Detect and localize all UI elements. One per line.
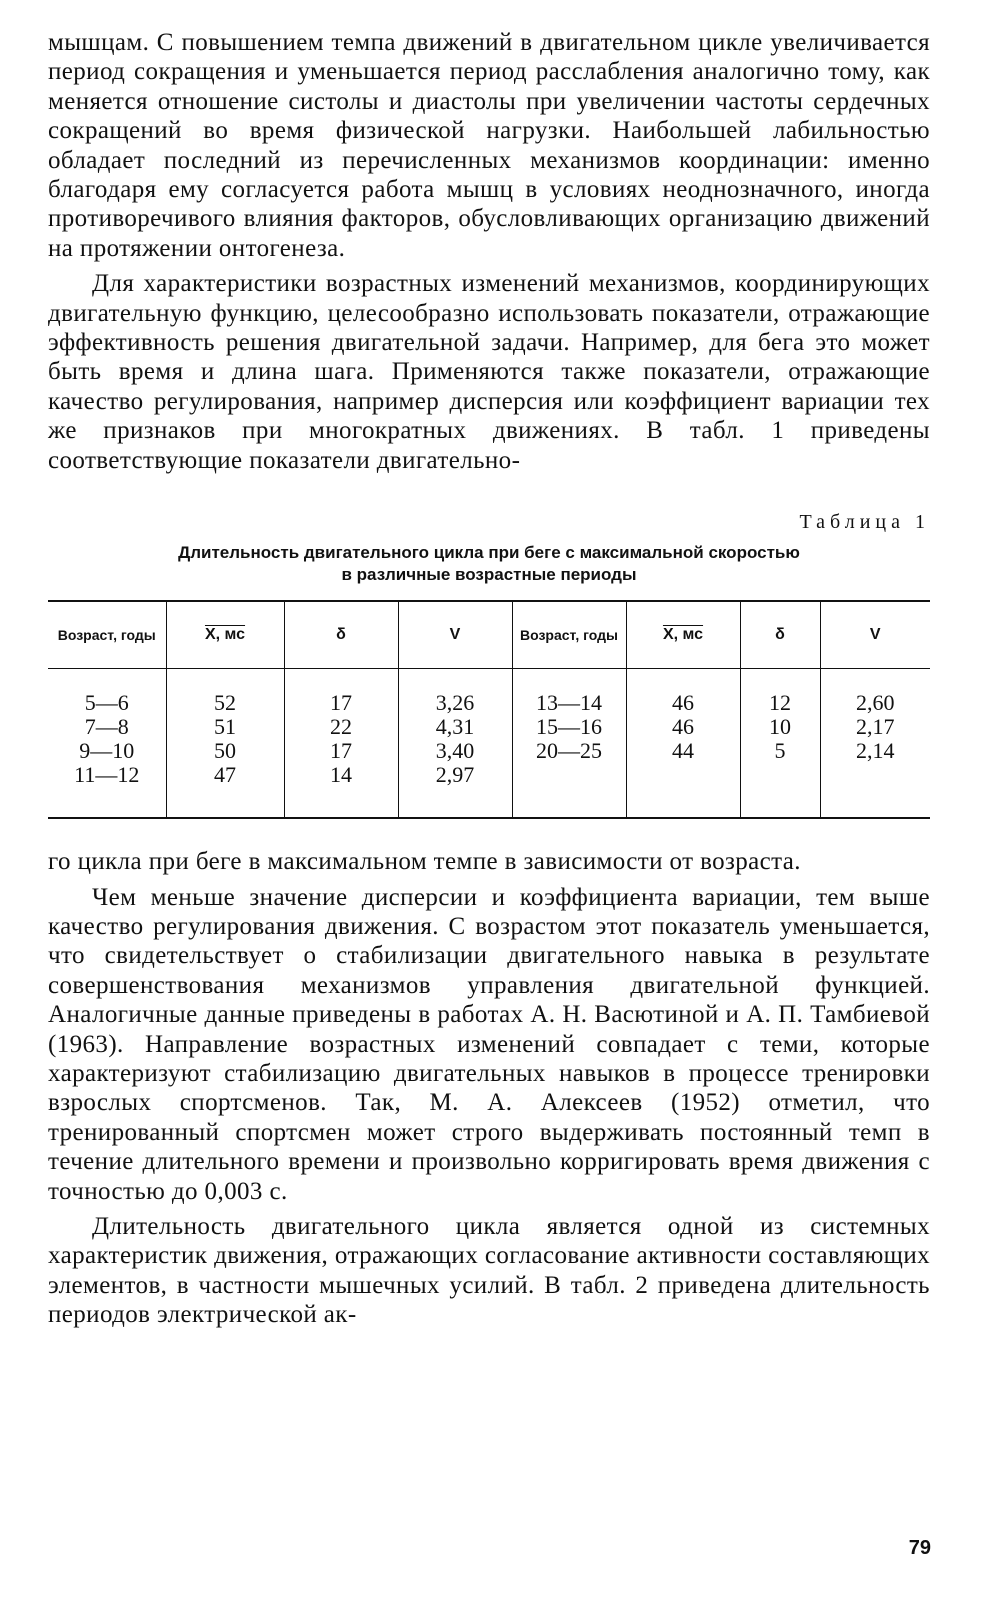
table-cell: 46 (672, 714, 694, 740)
table-cell: 11—12 (74, 762, 140, 788)
table-cell: 17 (330, 690, 352, 716)
header-x-left: X, мс (166, 601, 284, 669)
page-number: 79 (908, 1537, 931, 1559)
table-cell: 44 (672, 738, 694, 764)
paragraph-cycle-duration: Длительность двигательного цикла является одной из системных характеристик движения, отражающих согласование активности составляющих элементов, в частности мышечных усилий. В табл. 2 приведена длительность периодов электрической ак- (48, 1212, 930, 1329)
table-caption (48, 542, 930, 586)
paragraph-after-table: го цикла при беге в максимальном темпе в зависимости от возраста. (48, 848, 801, 876)
cycle-duration-table (48, 600, 930, 819)
column-x-left (166, 669, 284, 819)
table-header-row (48, 601, 930, 669)
header-v-right: V (820, 601, 930, 669)
table-cell: 4,31 (435, 714, 475, 740)
paragraph-dispersion: Чем меньше значение дисперсии и коэффициента вариации, тем выше качество регулирования движения. С возрастом этот показатель уменьшается, что свидетельствует о стабилизации двигательного навыка в результате совершенствования механизмов управления двигательной функцией. Аналогичные данные приведены в работах А. Н. Васютиной и А. П. Тамбиевой (1963). Направление возрастных изменений совпадает с теми, которые характеризуют стабилизацию двигательных навыков в процессе тренировки взрослых спортсменов. Так, М. А. Алексеев (1952) отметил, что тренированный спортсмен может строго выдерживать постоянный темп в течение длительного времени и произвольно корригировать время движения с точностью до 0,003 с. (48, 883, 930, 1205)
book-page (48, 28, 930, 1330)
paragraph-indicators: Для характеристики возрастных изменений механизмов, координирующих двигательную функцию, целесообразно использовать показатели, отражающие эффективность решения двигательной задачи. Например, для бега это может быть время и длина шага. Применяются также показатели, отражающие качество регулирования, например дисперсия или коэффициент вариации тех же признаков при многократных движениях. В табл. 1 приведены соответствующие показатели двигательно- (48, 270, 930, 474)
table-cell: 2,14 (856, 738, 895, 764)
table-cell: 5—6 (84, 690, 129, 716)
table-cell: 50 (214, 738, 236, 764)
header-age-left: Возраст, годы (48, 601, 166, 669)
table-cell: 2,97 (435, 762, 475, 788)
header-delta-right: δ (740, 601, 820, 669)
column-delta-right (740, 669, 820, 819)
table-cell: 3,26 (435, 690, 475, 716)
column-v-left (398, 669, 512, 819)
table-cell: 7—8 (84, 714, 129, 740)
column-delta-left (284, 669, 398, 819)
column-age-left (48, 669, 166, 819)
column-x-right (626, 669, 740, 819)
table-cell: 51 (214, 714, 236, 740)
table-cell: 47 (214, 762, 236, 788)
column-age-right (512, 669, 626, 819)
table-caption-line-1: Длительность двигательного цикла при беге с максимальной скоростью (178, 543, 800, 563)
table-cell: 20—25 (536, 738, 602, 764)
header-delta-left: δ (284, 601, 398, 669)
table-caption-line-2: в различные возрастные периоды (341, 565, 637, 585)
paragraph-continuation: мышцам. С повышением темпа движений в двигательном цикле увеличивается период сокращения и уменьшается период расслабления аналогично тому, как меняется отношение систолы и диастолы при увеличении частоты сердечных сокращений во время физической нагрузки. Наибольшей лабильностью обладает последний из перечисленных механизмов координации: именно благодаря ему согласуется работа мышц в условиях неоднозначного, иногда противоречивого влияния факторов, обусловливающих организацию движений на протяжении онтогенеза. (48, 29, 930, 262)
table-cell: 5 (774, 738, 786, 764)
column-v-right (820, 669, 930, 819)
table-body-row (48, 669, 930, 819)
header-age-right: Возраст, годы (512, 601, 626, 669)
header-v-left: V (398, 601, 512, 669)
table-cell: 14 (330, 762, 352, 788)
table-cell: 17 (330, 738, 352, 764)
header-x-right: X, мс (626, 601, 740, 669)
table-cell: 15—16 (536, 714, 602, 740)
table-cell: 22 (330, 714, 352, 740)
table-cell: 3,40 (435, 738, 475, 764)
table-cell: 52 (214, 690, 236, 716)
table-cell: 2,17 (856, 714, 895, 740)
table-cell: 2,60 (856, 690, 895, 716)
table-cell: 46 (672, 690, 694, 716)
table-label: Таблица 1 (799, 511, 930, 534)
table-cell: 9—10 (79, 738, 135, 764)
table-cell: 12 (769, 690, 791, 716)
table-cell: 10 (769, 714, 791, 740)
table-cell: 13—14 (536, 690, 602, 716)
